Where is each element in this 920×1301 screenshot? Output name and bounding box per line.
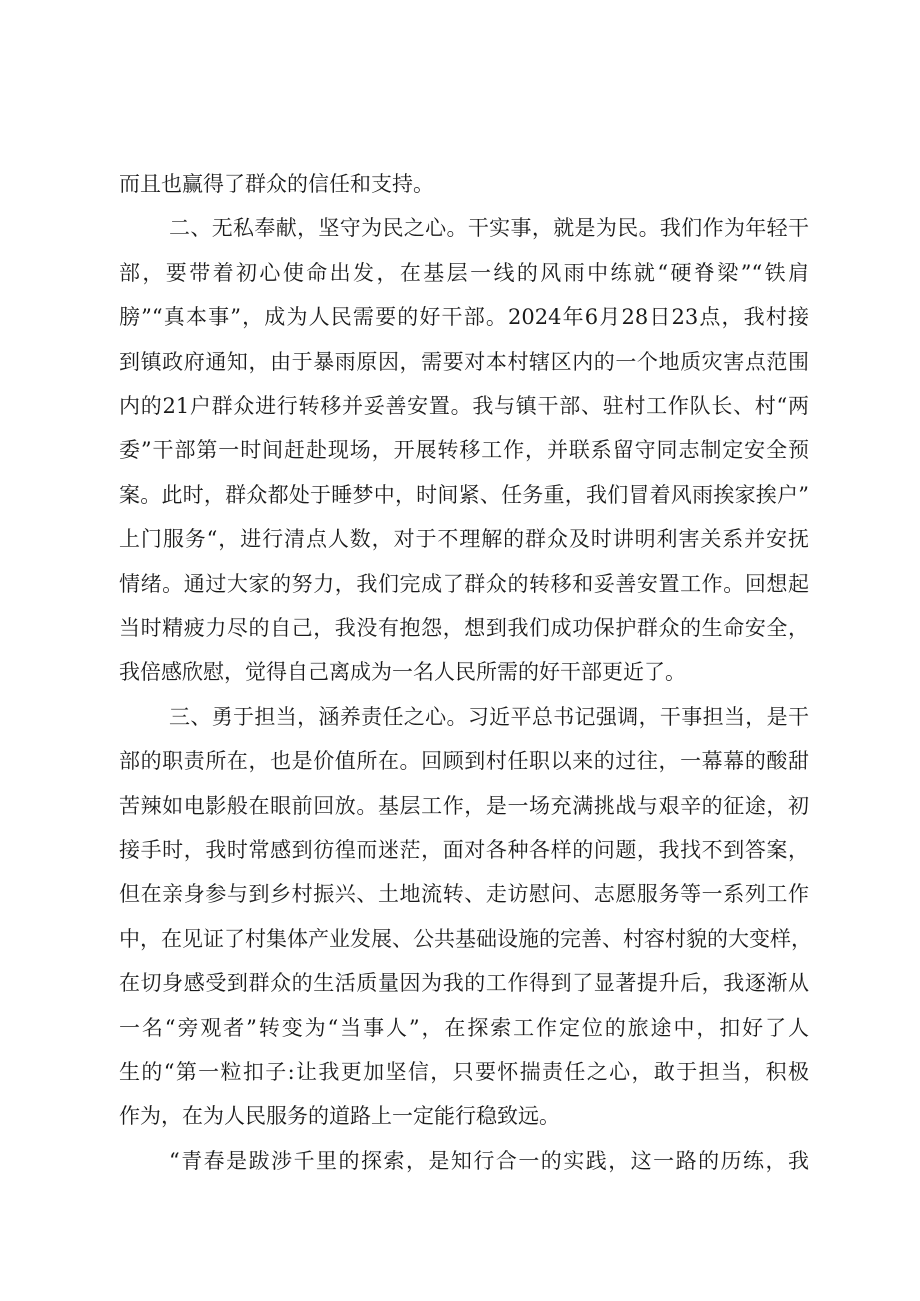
- text-line: 到镇政府通知，由于暴雨原因，需要对本村辖区内的一个地质灾害点范围: [119, 350, 809, 374]
- text-line: “青春是跋涉千里的探索，是知行合一的实践，这一路的历练，我: [169, 1149, 809, 1173]
- text-line: 作为，在为人民服务的道路上一定能行稳致远。: [119, 1104, 560, 1128]
- text-line: 苦辣如电影般在眼前回放。基层工作，是一场充满挑战与艰辛的征途，初: [119, 794, 809, 818]
- text-line: 接手时，我时常感到彷徨而迷茫，面对各种各样的问题，我找不到答案，: [119, 838, 809, 862]
- text-line: 案。此时，群众都处于睡梦中，时间紧、任务重，我们冒着风雨挨家挨户”: [119, 483, 809, 507]
- text-line: 而且也赢得了群众的信任和支持。: [119, 172, 434, 196]
- text-line: 中，在见证了村集体产业发展、公共基础设施的完善、村容村貌的大变样，: [119, 927, 812, 951]
- text-line: 三、勇于担当，涵养责任之心。习近平总书记强调，干事担当，是干: [169, 705, 809, 729]
- text-line: 我倍感欣慰，觉得自己离成为一名人民所需的好干部更近了。: [119, 660, 686, 684]
- text-line: 在切身感受到群众的生活质量因为我的工作得到了显著提升后，我逐渐从: [119, 971, 809, 995]
- text-line: 部的职责所在，也是价值所在。回顾到村任职以来的过往，一幕幕的酸甜: [119, 749, 809, 773]
- text-line: 内的21户群众进行转移并妥善安置。我与镇干部、驻村工作队长、村“两: [119, 394, 809, 418]
- text-line: 上门服务“，进行清点人数，对于不理解的群众及时讲明利害关系并安抚: [119, 527, 809, 551]
- text-line: 一名“旁观者”转变为“当事人”，在探索工作定位的旅途中，扣好了人: [119, 1016, 809, 1040]
- text-line: 部，要带着初心使命出发，在基层一线的风雨中练就“硬脊梁”“铁肩: [119, 261, 809, 285]
- text-line: 但在亲身参与到乡村振兴、土地流转、走访慰问、志愿服务等一系列工作: [119, 882, 809, 906]
- text-line: 当时精疲力尽的自己，我没有抱怨，想到我们成功保护群众的生命安全，: [119, 616, 809, 640]
- text-line: 情绪。通过大家的努力，我们完成了群众的转移和妥善安置工作。回想起: [119, 572, 809, 596]
- text-line: 委”干部第一时间赶赴现场，开展转移工作，并联系留守同志制定安全预: [119, 438, 809, 462]
- text-line: 生的“第一粒扣子:让我更加坚信，只要怀揣责任之心，敢于担当，积极: [119, 1060, 809, 1084]
- text-line: 膀”“真本事”，成为人民需要的好干部。2024年6月28日23点，我村接: [119, 305, 809, 329]
- text-line: 二、无私奉献，坚守为民之心。干实事，就是为民。我们作为年轻干: [169, 216, 809, 240]
